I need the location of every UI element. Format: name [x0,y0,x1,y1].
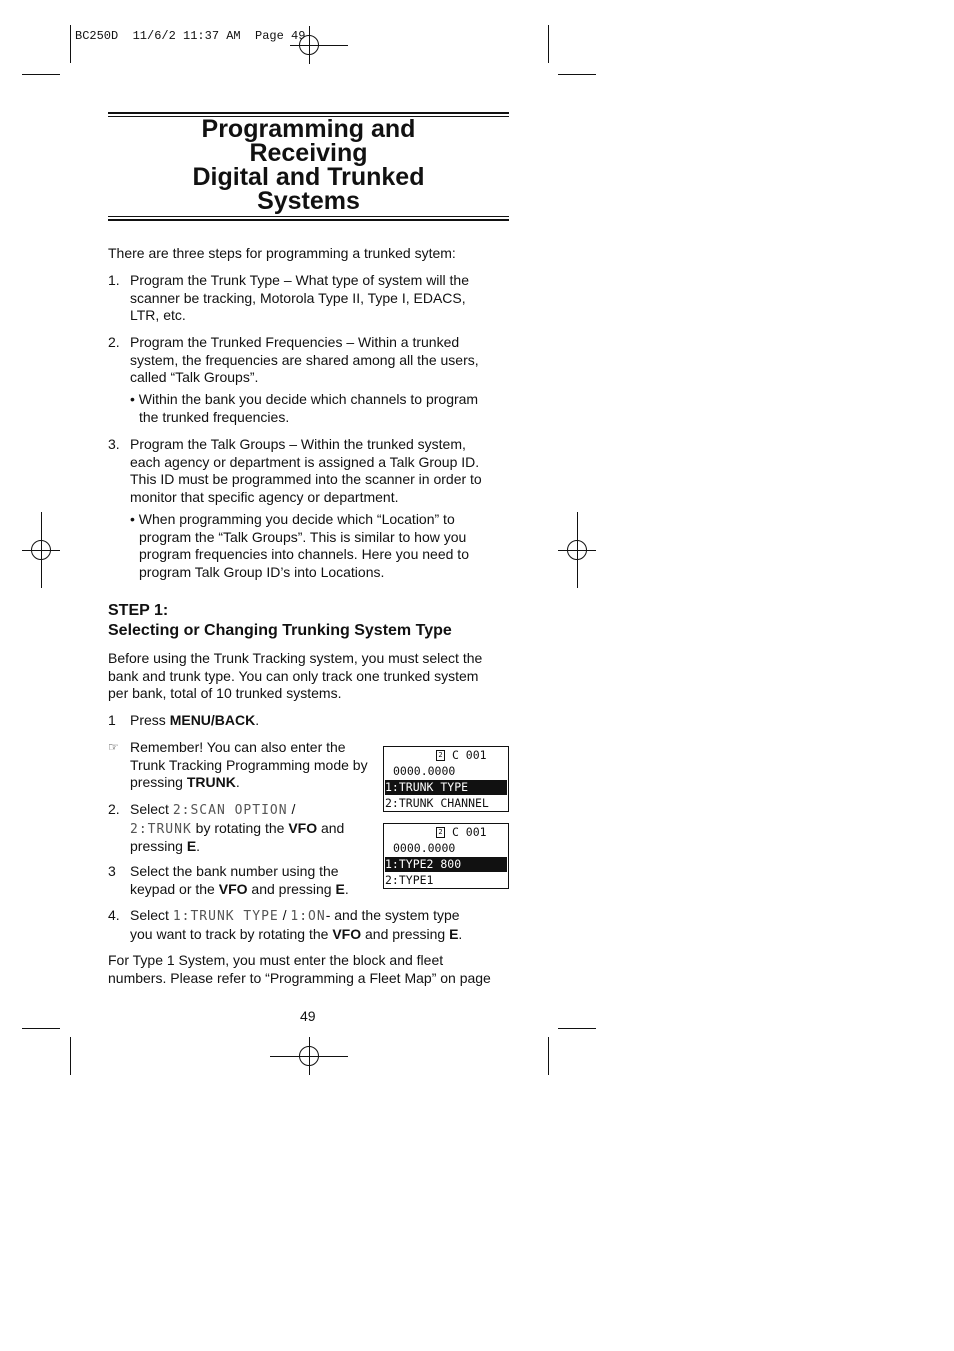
list-item [130,272,469,325]
text: . [255,712,260,728]
text-line: called “Talk Groups”. [130,369,259,385]
text: . [458,925,463,942]
list-number: 2. [108,801,120,817]
crop-mark [22,1028,60,1029]
list-number: 4. [108,907,120,923]
bullet-item [130,511,469,581]
text-line: LTR, etc. [130,307,186,323]
crop-mark [70,1037,71,1075]
key-name: E [449,925,459,942]
list-number: 2. [108,334,120,350]
text-line: Trunk Tracking Programming mode by [130,756,368,773]
crop-mark [22,74,60,75]
title-rule [108,216,509,217]
text-line: the trunked frequencies. [139,408,290,425]
list-item [130,907,462,943]
text: by rotating the [191,819,289,836]
title-line: Receiving [249,139,368,167]
registration-mark-icon [558,531,596,569]
page-number: 49 [300,1008,316,1024]
text-line: Select the bank number using the [130,863,339,879]
registration-mark-icon [270,1037,308,1075]
page-title [108,117,509,213]
lcd-text: 1:TRUNK TYPE [172,909,279,924]
lcd-text: 1:ON [290,909,326,924]
section-heading [108,601,452,641]
text-line: Before using the Trunk Tracking system, you must select the [108,650,483,666]
key-name: VFO [218,880,248,897]
key-name: E [335,880,345,897]
lcd-menu-selected: 1:TYPE2 800 [385,857,507,872]
list-item [130,334,479,387]
text-line: Program the Trunked Frequencies – Within a trunked [130,334,460,350]
text-line [130,801,344,820]
paragraph [108,650,482,703]
text-line [130,926,462,944]
list-item [130,801,344,856]
text: Press [130,712,170,728]
list-number: 3 [108,863,116,879]
text-line: program Talk Group ID’s into Locations. [139,563,385,580]
lcd-channel: C 001 [451,748,487,762]
lcd-text: 2:SCAN OPTION [172,803,288,818]
lcd-frequency: 0000.0000 [393,764,456,778]
text-line: bank and trunk type. You can only track one trunked system [108,667,479,684]
list-item [130,863,349,898]
text-line [130,774,368,792]
crop-mark [558,74,596,75]
crop-mark [558,1028,596,1029]
print-header: BC250D 11/6/2 11:37 AM Page 49 [75,29,306,43]
heading-line: STEP 1: [108,602,169,619]
text-line: Program the Talk Groups – Within the trunked system, [130,436,466,452]
text-line: Remember! You can also enter the [130,739,346,755]
text-line [130,907,462,926]
heading-line: Selecting or Changing Trunking System Type [108,622,452,639]
text: pressing [130,774,187,790]
text-line: system, the frequencies are shared among all the users, [130,351,479,368]
list-number: 1. [108,272,120,288]
text-line [130,820,344,839]
title-line: Programming and [201,115,416,143]
text: . [196,838,201,854]
text-line: Program the Trunk Type – What type of system will the [130,272,469,288]
crop-mark [70,25,71,63]
text-line: numbers. Please refer to “Programming a Fleet Map” on page [108,969,491,986]
key-name: E [186,838,197,854]
text: / [278,907,291,923]
intro-text: There are three steps for programming a trunked sytem: [108,245,456,261]
paragraph [108,952,491,987]
text: . [235,774,240,790]
text: Select [130,801,173,817]
key-name: VFO [332,925,362,942]
title-line: Systems [257,187,360,215]
title-rule [108,219,509,221]
text: / [287,801,296,817]
text-line: This ID must be programmed into the scanner in order to [130,471,482,487]
lcd-text: 2:TRUNK [130,821,192,837]
text: and pressing [361,925,450,942]
text: you want to track by rotating the [130,925,333,942]
list-item [130,436,482,506]
text: and [317,819,345,836]
lcd-display [383,746,509,812]
crop-mark [548,1037,549,1075]
text: pressing [130,838,187,854]
text: . [344,880,349,897]
lcd-menu-item: 2:TYPE1 [385,873,434,887]
list-number: 3. [108,436,120,452]
text-line: program the “Talk Groups”. This is similar to how you [139,528,467,545]
lcd-menu-selected: 1:TRUNK TYPE [385,780,507,795]
registration-mark-icon [290,26,328,64]
title-line: Digital and Trunked [192,163,425,191]
list-item [130,712,259,730]
crop-mark [548,25,549,63]
text: - and the system type [325,907,460,923]
text-line: each agency or department is assigned a Talk Group ID. [130,453,480,470]
key-name: VFO [288,819,318,836]
pointing-hand-icon: ☞ [108,740,119,754]
text-line [130,838,344,856]
title-rule [108,112,509,114]
lcd-frequency: 0000.0000 [393,841,456,855]
bank-icon: 2 [436,750,445,761]
text: Select [130,907,173,923]
bank-icon: 2 [436,827,445,838]
text-line [130,881,349,899]
lcd-menu-item: 2:TRUNK CHANNEL [385,796,489,810]
text: and pressing [247,880,336,897]
text-line: • Within the bank you decide which channels to program [130,391,479,407]
list-number: 1 [108,712,116,728]
text-line: scanner be tracking, Motorola Type II, Type I, EDACS, [130,289,466,306]
text-line: monitor that specific agency or department. [130,488,399,505]
text-line: • When programming you decide which “Location” to [130,511,455,527]
lcd-status-row [385,748,507,763]
lcd-channel: C 001 [451,825,487,839]
text-line: program frequencies into channels. Here you need to [139,546,469,562]
lcd-display [383,823,509,889]
text-line: For Type 1 System, you must enter the block and fleet [108,952,444,968]
text-line: per bank, total of 10 trunked systems. [108,685,342,701]
bullet-item [130,391,478,426]
key-name: TRUNK [186,774,236,790]
lcd-status-row [385,825,507,840]
text: keypad or the [130,880,219,897]
registration-mark-icon [22,531,60,569]
key-name: MENU/BACK [169,712,256,728]
note [130,739,368,792]
